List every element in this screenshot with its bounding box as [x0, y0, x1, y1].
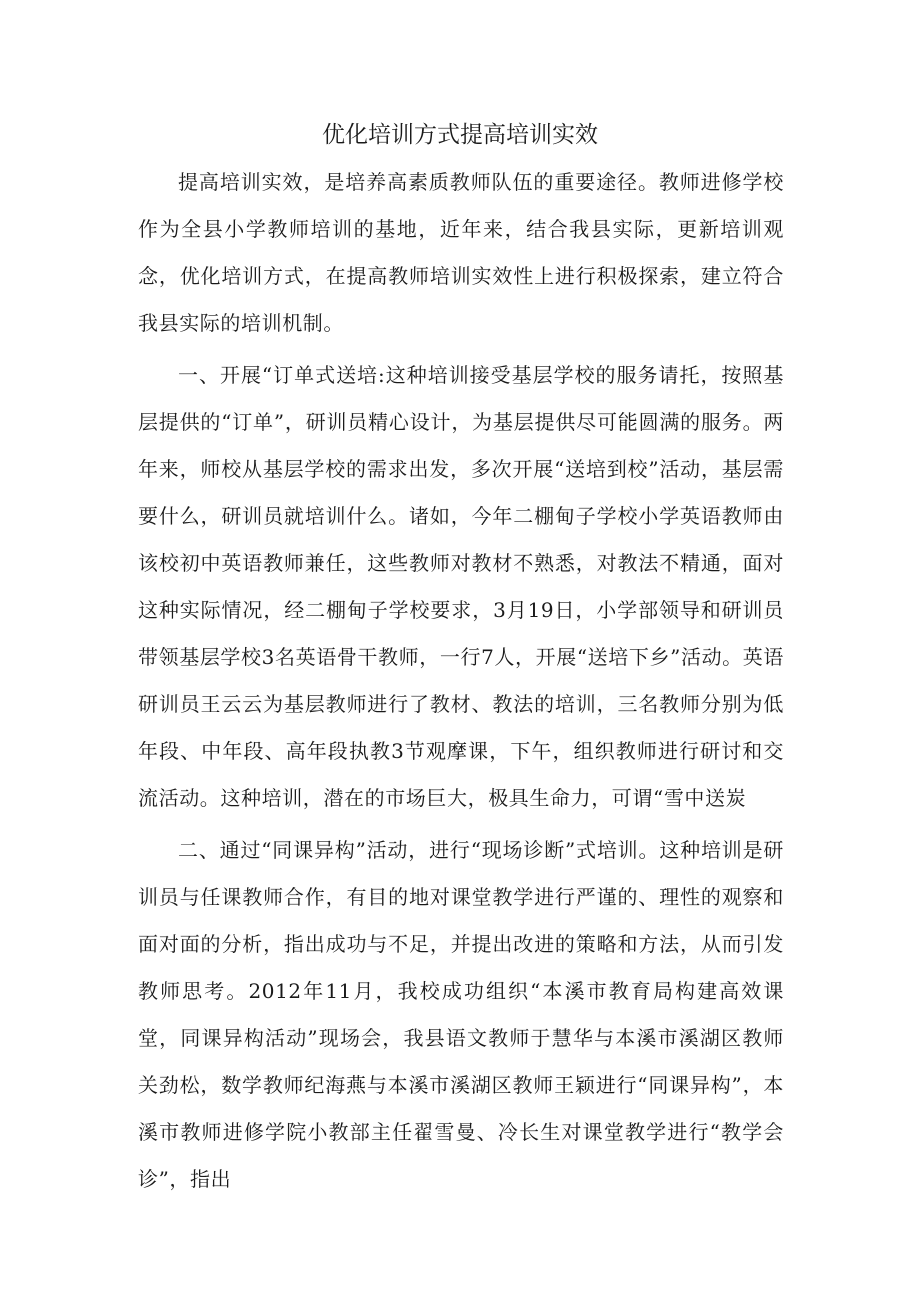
document-body — [138, 159, 784, 1208]
document-title: 优化培训方式提高培训实效 — [322, 122, 598, 148]
paragraph-intro: 提高培训实效，是培养高素质教师队伍的重要途径。教师进修学校作为全县小学教师培训的基地，近年来，结合我县实际，更新培训观念，优化培训方式，在提高教师培训实效性上进行积极探索，建立符合我县实际的培训机制。 — [138, 170, 784, 335]
paragraph-section-1: 一、开展“订单式送培:这种培训接受基层学校的服务请托，按照基层提供的“订单”，研训员精心设计，为基层提供尽可能圆满的服务。两年来，师校从基层学校的需求出发，多次开展“送培到校”活动，基层需要什么，研训员就培训什么。诸如，今年二棚甸子学校小学英语教师由该校初中英语教师兼任，这些教师对教材不熟悉，对教法不精通，面对这种实际情况，经二棚甸子学校要求，3月19日，小学部领导和研训员带领基层学校3名英语骨干教师，一行7人，开展“送培下乡”活动。英语研训员王云云为基层教师进行了教材、教法的培训，三名教师分别为低年段、中年段、高年段执教3节观摩课，下午，组织教师进行研讨和交流活动。这种培训，潜在的市场巨大，极具生命力，可谓“雪中送炭 — [138, 363, 784, 810]
paragraph-section-2: 二、通过“同课异构”活动，进行“现场诊断”式培训。这种培训是研训员与任课教师合作，有目的地对课堂教学进行严谨的、理性的观察和面对面的分析，指出成功与不足，并提出改进的策略和方法，从而引发教师思考。2012年11月，我校成功组织“本溪市教育局构建高效课堂，同课异构活动”现场会，我县语文教师于慧华与本溪市溪湖区教师关劲松，数学教师纪海燕与本溪市溪湖区教师王颖进行“同课异构”，本溪市教师进修学院小教部主任翟雪曼、冷长生对课堂教学进行“教学会诊”，指出 — [138, 838, 784, 1191]
